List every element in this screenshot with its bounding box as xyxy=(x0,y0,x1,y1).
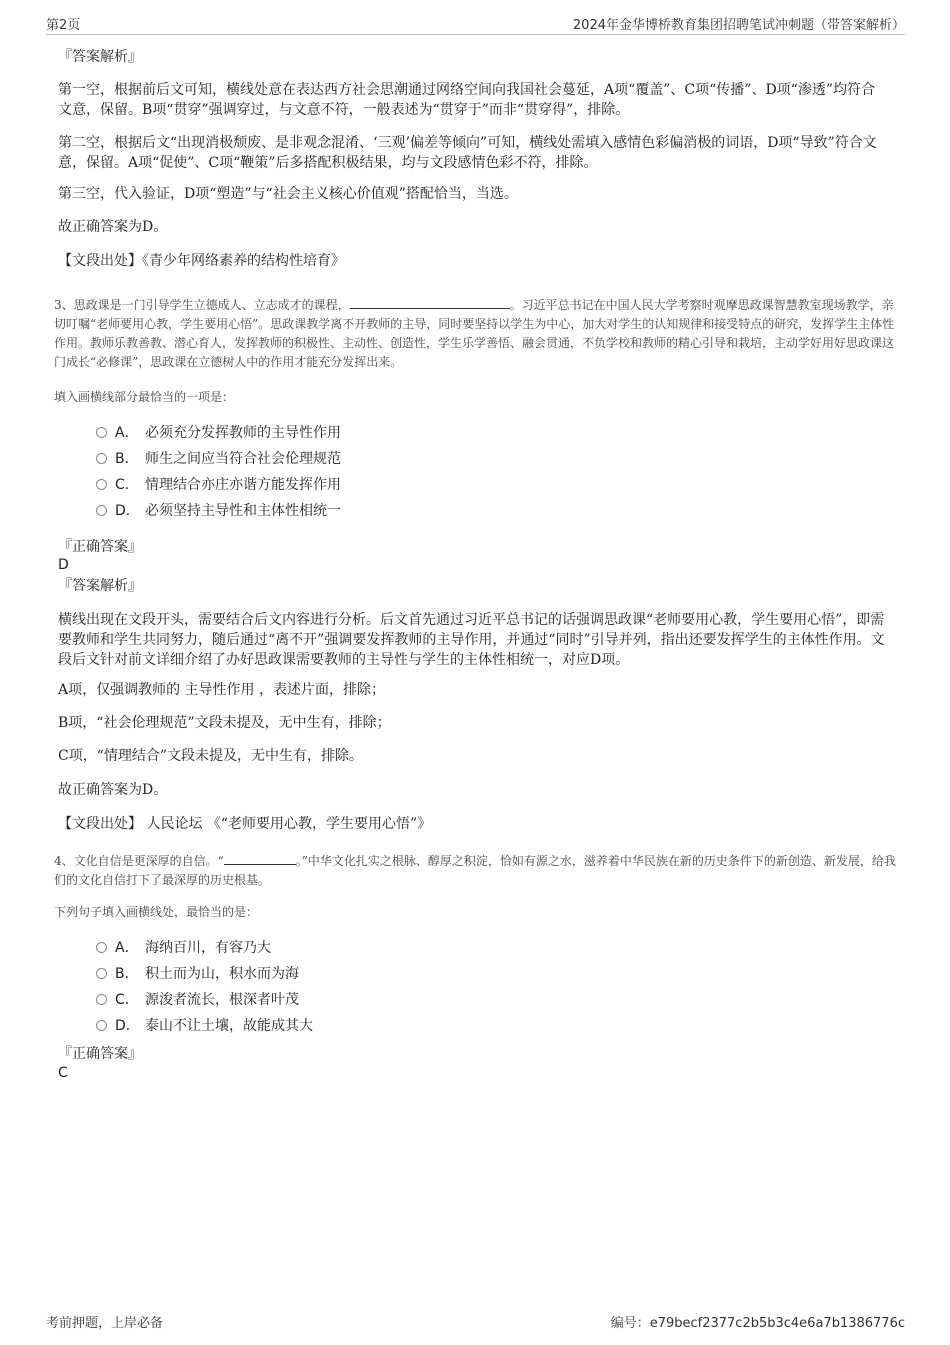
q3-option-d[interactable]: D． 必须坚持主导性和主体性相统一 xyxy=(96,501,341,521)
radio-icon[interactable] xyxy=(96,968,107,979)
q2-analysis-p2: 第二空，根据后文“出现消极颓废、是非观念混淆、‘三观’偏差等倾向”可知，横线处需填入感情色彩偏消极的词语，D项“导致”符合文意，保留。A项“促使”、C项“鞭策”后多搭配积极结果，均与文段感情色彩不符，排除。 xyxy=(58,135,877,171)
option-text: 必须坚持主导性和主体性相统一 xyxy=(145,503,341,519)
option-text: 情理结合亦庄亦谐方能发挥作用 xyxy=(145,477,341,493)
q3-stem xyxy=(54,294,904,372)
document-code: 编号：e79becf2377c2b5b3c4e6a7b1386776c xyxy=(610,1316,905,1331)
q2-analysis-p3: 第三空，代入验证，D项“塑造”与“社会主义核心价值观”搭配恰当，当选。 xyxy=(58,186,518,202)
q4-option-a[interactable]: A． 海纳百川，有容乃大 xyxy=(96,938,271,958)
q3-option-c[interactable]: C． 情理结合亦庄亦谐方能发挥作用 xyxy=(96,475,341,495)
q3-answer-title: 『正确答案』 xyxy=(58,539,142,555)
q3-stem-post: 。习近平总书记在中国人民大学考察时观摩思政课智慧教室现场教学，亲切叮嘱“老师要用心教，学生要用心悟”。思政课教学离不开教师的主导，同时要坚持以学生为中心，加大对学生的认知规律和接受特点的研究，发挥学生主体性作用。教师乐教善教、潜心育人，发挥教师的积极性、主动性、创造性，学生乐学善悟、融会贯通，不负学校和教师的精心引导和栽培，主动学好用好思政课这门成长“必修课”，思政课在立德树人中的作用才能充分发挥出来。 xyxy=(54,298,895,369)
radio-icon[interactable] xyxy=(96,942,107,953)
q3-answer: D xyxy=(58,557,69,573)
q2-conclusion: 故正确答案为D。 xyxy=(58,219,168,235)
q3-option-b[interactable]: B． 师生之间应当符合社会伦理规范 xyxy=(96,449,341,469)
q2-source: 【文段出处】《青少年网络素养的结构性培育》 xyxy=(58,253,345,269)
page-header xyxy=(46,14,905,35)
radio-icon[interactable] xyxy=(96,1020,107,1031)
option-text: 必须充分发挥教师的主导性作用 xyxy=(145,425,341,441)
q3-prompt: 填入画横线部分最恰当的一项是： xyxy=(54,390,235,404)
q4-answer-blank xyxy=(224,850,296,865)
document-title: 2024年金华博桥教育集团招聘笔试冲刺题（带答案解析） xyxy=(572,18,905,33)
q3-option-a-note: A项，仅强调教师的 主导性作用 ，表述片面，排除； xyxy=(58,682,386,698)
q4-option-b[interactable]: B． 积土而为山，积水而为海 xyxy=(96,964,299,984)
footer-slogan: 考前押题，上岸必备 xyxy=(46,1316,164,1331)
page-number: 第2页 xyxy=(46,18,81,33)
option-text: 师生之间应当符合社会伦理规范 xyxy=(145,451,341,467)
radio-icon[interactable] xyxy=(96,505,107,516)
q3-option-b-note: B项，“社会伦理规范”文段未提及，无中生有，排除； xyxy=(58,715,391,731)
option-text: 积土而为山，积水而为海 xyxy=(145,966,299,982)
q4-answer: C xyxy=(58,1065,68,1081)
q3-option-c-note: C项，“情理结合”文段未提及，无中生有，排除。 xyxy=(58,748,364,764)
option-text: 泰山不让土壤，故能成其大 xyxy=(145,1018,313,1034)
q3-stem-pre: 3、思政课是一门引导学生立德成人、立志成才的课程， xyxy=(54,298,350,312)
radio-icon[interactable] xyxy=(96,453,107,464)
q4-option-c[interactable]: C． 源浚者流长，根深者叶茂 xyxy=(96,990,299,1010)
q3-source: 【文段出处】 人民论坛 《“老师要用心教，学生要用心悟”》 xyxy=(58,816,432,832)
q3-analysis-title: 『答案解析』 xyxy=(58,578,142,594)
q4-stem-post: 。”中华文化扎实之根脉、醇厚之积淀，恰如有源之水，滋养着中华民族在新的历史条件下的新创造、新发展，给我们的文化自信打下了最深厚的历史根基。 xyxy=(54,854,896,887)
radio-icon[interactable] xyxy=(96,479,107,490)
radio-icon[interactable] xyxy=(96,427,107,438)
page-footer xyxy=(46,1312,905,1332)
q3-option-a[interactable]: A． 必须充分发挥教师的主导性作用 xyxy=(96,423,341,443)
q4-prompt: 下列句子填入画横线处，最恰当的是： xyxy=(54,905,259,919)
q4-stem xyxy=(54,850,904,890)
radio-icon[interactable] xyxy=(96,994,107,1005)
q3-analysis: 横线出现在文段开头，需要结合后文内容进行分析。后文首先通过习近平总书记的话强调思政课“老师要用心教，学生要用心悟”，即需要教师和学生共同努力，随后通过“离不开”强调要发挥教师的主导作用，并通过“同时”引导并列，指出还要发挥学生的主体性作用。文段后文针对前文详细介绍了办好思政课需要教师的主导性与学生的主体性相统一，对应D项。 xyxy=(58,612,885,668)
option-text: 海纳百川，有容乃大 xyxy=(145,940,271,956)
q2-analysis-p1: 第一空，根据前后文可知，横线处意在表达西方社会思潮通过网络空间向我国社会蔓延，A项“覆盖”、C项“传播”、D项“渗透”均符合文意，保留。B项“贯穿”强调穿过，与文意不符，一般表述为“贯穿于”而非“贯穿得”，排除。 xyxy=(58,82,875,118)
q3-conclusion: 故正确答案为D。 xyxy=(58,782,168,798)
q4-option-d[interactable]: D． 泰山不让土壤，故能成其大 xyxy=(96,1016,313,1036)
option-text: 源浚者流长，根深者叶茂 xyxy=(145,992,299,1008)
q3-answer-blank xyxy=(350,294,510,309)
q4-answer-title: 『正确答案』 xyxy=(58,1046,142,1062)
q2-analysis-title: 『答案解析』 xyxy=(58,49,142,65)
q4-stem-pre: 4、文化自信是更深厚的自信。“ xyxy=(54,854,224,868)
